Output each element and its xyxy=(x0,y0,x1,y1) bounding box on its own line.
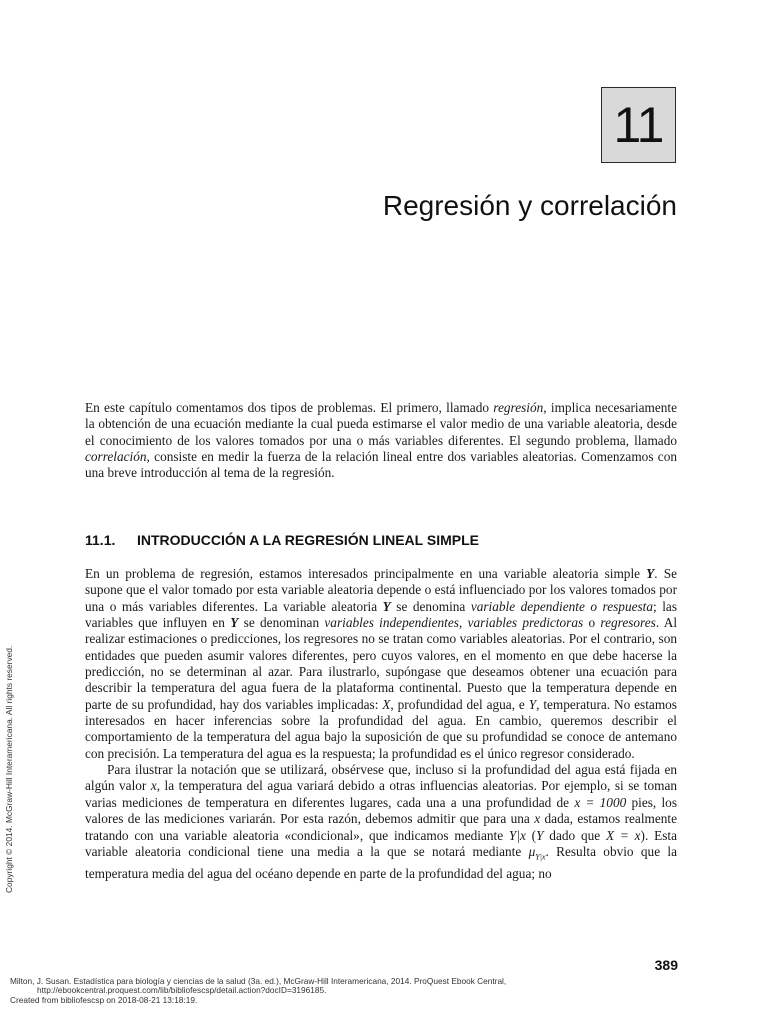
section-heading xyxy=(85,532,479,548)
body-paragraph-2: Para ilustrar la notación que se utilizará, obsérvese que, incluso si la profundidad del agua está fijada en algún valor x, la temperatura del agua variará debido a otras influencias aleatorias. Por ejemplo, si se toman varias mediciones de temperatura en diferentes lugares, cada una a una profundidad de x = 1000 pies, los valores de las mediciones variarán. Por esta razón, debemos admitir que para una x dada, estamos realmente tratando con una variable aleatoria «condicional», que indicamos mediante Y|x (Y dado que X = x). Esta variable aleatoria condicional tiene una media a la que se notará mediante $\mu_{Y|x}$. Resulta obvio que la temperatura media del agua del océano depende en parte de la profundidad del agua; no xyxy=(85,762,678,881)
page-number: 389 xyxy=(654,957,678,973)
section-title: INTRODUCCIÓN A LA REGRESIÓN LINEAL SIMPLE xyxy=(137,532,479,548)
chapter-number-box xyxy=(601,87,676,163)
body-paragraph-1: En un problema de regresión, estamos interesados principalmente en una variable aleatoria simple Y. Se supone que el valor tomado por esta variable aleatoria depende o está influenciado por los valores tomados por una o más variables diferentes. La variable aleatoria Y se denomina variable dependiente o respuesta; las variables que influyen en Y se denominan variables independientes, variables predictoras o regresores. Al realizar estimaciones o predicciones, los regresores no se tratan como variables aleatorias. Por el contrario, son entidades que pueden asumir valores diferentes, pero cuyos valores, en el momento en que debe hacerse la predicción, no se determinan al azar. Para ilustrarlo, supóngase que deseamos obtener una ecuación para describir la temperatura del agua fuera de la plataforma continental. Puesto que la temperatura depende en parte de su profundidad, hay dos variables implicadas: X, profundidad del agua, e Y, temperatura. No estamos interesados en hacer inferencias sobre la profundidad del agua. En cambio, queremos describir el comportamiento de la temperatura del agua bajo la suposición de que su profundidad se conoce de antemano con precisión. La temperatura del agua es la respuesta; la profundidad es el único regresor considerado. xyxy=(85,566,678,761)
copyright-notice: Copyright © 2014. McGraw-Hill Interamericana. All rights reserved. xyxy=(4,645,14,893)
citation-line-3: Created from bibliofescsp on 2018-08-21 13:18:19. xyxy=(10,994,198,1005)
chapter-title: Regresión y correlación xyxy=(382,190,677,221)
section-body xyxy=(85,566,677,882)
citation-line-1: Milton, J. Susan. Estadística para biología y ciencias de la salud (3a. ed.), McGraw-Hill Interamericana, 2014. ProQuest Ebook Central, xyxy=(10,976,507,986)
section-number: 11.1. xyxy=(85,532,116,548)
citation-url[interactable]: http://ebookcentral.proquest.com/lib/bibliofescsp/detail.action?docID=3196185. xyxy=(37,985,327,996)
chapter-number: 11 xyxy=(613,97,664,153)
intro-paragraph: En este capítulo comentamos dos tipos de problemas. El primero, llamado regresión, implica necesariamente la obtención de una ecuación mediante la cual pueda estimarse el valor medio de una variable aleatoria, desde el conocimiento de los valores tomados por una o más variables diferentes. El segundo problema, llamado correlación, consiste en medir la fuerza de la relación lineal entre dos variables aleatorias. Comenzamos con una breve introducción al tema de la regresión. xyxy=(85,400,677,481)
source-citation xyxy=(10,977,506,1005)
